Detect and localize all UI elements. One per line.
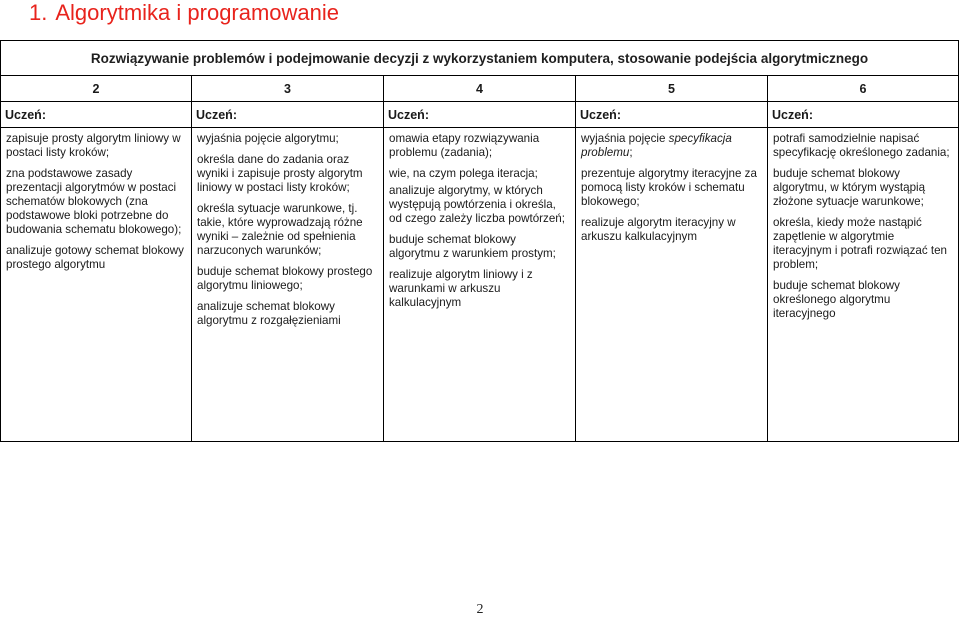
section-heading [29, 0, 339, 26]
requirement-item: analizuje gotowy schemat blokowy prostego algorytmu [6, 244, 184, 271]
requirement-item: realizuje algorytm liniowy i z warunkami w arkuszu kalkulacyjnym [389, 268, 533, 309]
requirement-item: omawia etapy rozwiązywania problemu (zadania); [389, 132, 540, 159]
requirement-item: określa dane do zadania oraz wyniki i zapisuje prosty algorytm liniowy w postaci listy kroków; [197, 153, 363, 194]
requirement-item: określa, kiedy może nastąpić zapętlenie w algorytmie iteracyjnym i potrafi rozwiązać ten problem; [773, 216, 947, 271]
requirement-item: buduje schemat blokowy określonego algorytmu iteracyjnego [773, 279, 900, 320]
requirement-term: specyfikacja problemu [581, 132, 732, 159]
requirement-item: zna podstawowe zasady prezentacji algorytmów w postaci schematów blokowych (zna podstawowe bloki potrzebne do budowania schematu blokowego); [6, 167, 182, 236]
requirements-grade-6 [768, 128, 959, 442]
requirement-item: potrafi samodzielnie napisać specyfikację określonego zadania; [773, 132, 950, 159]
requirement-item: analizuje algorytmy, w których występują powtórzenia i określa, od czego zależy liczba powtórzeń; [389, 184, 565, 225]
requirement-item [581, 132, 762, 160]
requirement-text: ; [629, 146, 633, 159]
pupil-label: Uczeń: [192, 102, 384, 128]
grade-level-5: 5 [576, 76, 768, 102]
pupil-label-row [1, 102, 959, 128]
pupil-label: Uczeń: [768, 102, 959, 128]
pupil-label: Uczeń: [384, 102, 576, 128]
requirement-item: prezentuje algorytmy iteracyjne za pomocą listy kroków i schematu blokowego; [581, 167, 757, 208]
page-number: 2 [476, 602, 484, 617]
requirement-item: analizuje schemat blokowy algorytmu z rozgałęzieniami [197, 300, 341, 327]
requirement-text: wyjaśnia pojęcie [581, 132, 669, 145]
subtitle-row [1, 41, 959, 76]
pupil-label: Uczeń: [1, 102, 192, 128]
requirements-grade-3 [192, 128, 384, 442]
requirements-grade-4 [384, 128, 576, 442]
pupil-label: Uczeń: [576, 102, 768, 128]
grade-level-row [1, 76, 959, 102]
requirement-item: wie, na czym polega iteracja; [389, 167, 538, 180]
requirement-item: realizuje algorytm iteracyjny w arkuszu kalkulacyjnym [581, 216, 736, 243]
section-title: Algorytmika i programowanie [55, 0, 340, 25]
grade-level-6: 6 [768, 76, 959, 102]
grade-level-2: 2 [1, 76, 192, 102]
subtitle: Rozwiązywanie problemów i podejmowanie decyzji z wykorzystaniem komputera, stosowanie podejścia algorytmicznego [1, 41, 959, 76]
grade-level-3: 3 [192, 76, 384, 102]
section-number: 1. [29, 0, 48, 25]
requirements-row [1, 128, 959, 442]
requirements-table [0, 40, 959, 442]
requirements-grade-2 [1, 128, 192, 442]
requirement-item: buduje schemat blokowy algorytmu z warunkiem prostym; [389, 233, 556, 260]
requirement-item: wyjaśnia pojęcie algorytmu; [197, 132, 339, 145]
requirements-grade-5 [576, 128, 768, 442]
requirement-item: zapisuje prosty algorytm liniowy w postaci listy kroków; [6, 132, 181, 159]
requirement-item: określa sytuacje warunkowe, tj. takie, które wyprowadzają różne wyniki – zależnie od spełnienia narzuconych warunków; [197, 202, 363, 257]
requirement-item: buduje schemat blokowy algorytmu, w którym wystąpią złożone sytuacje warunkowe; [773, 167, 926, 208]
requirement-item: buduje schemat blokowy prostego algorytmu liniowego; [197, 265, 373, 292]
grade-level-4: 4 [384, 76, 576, 102]
